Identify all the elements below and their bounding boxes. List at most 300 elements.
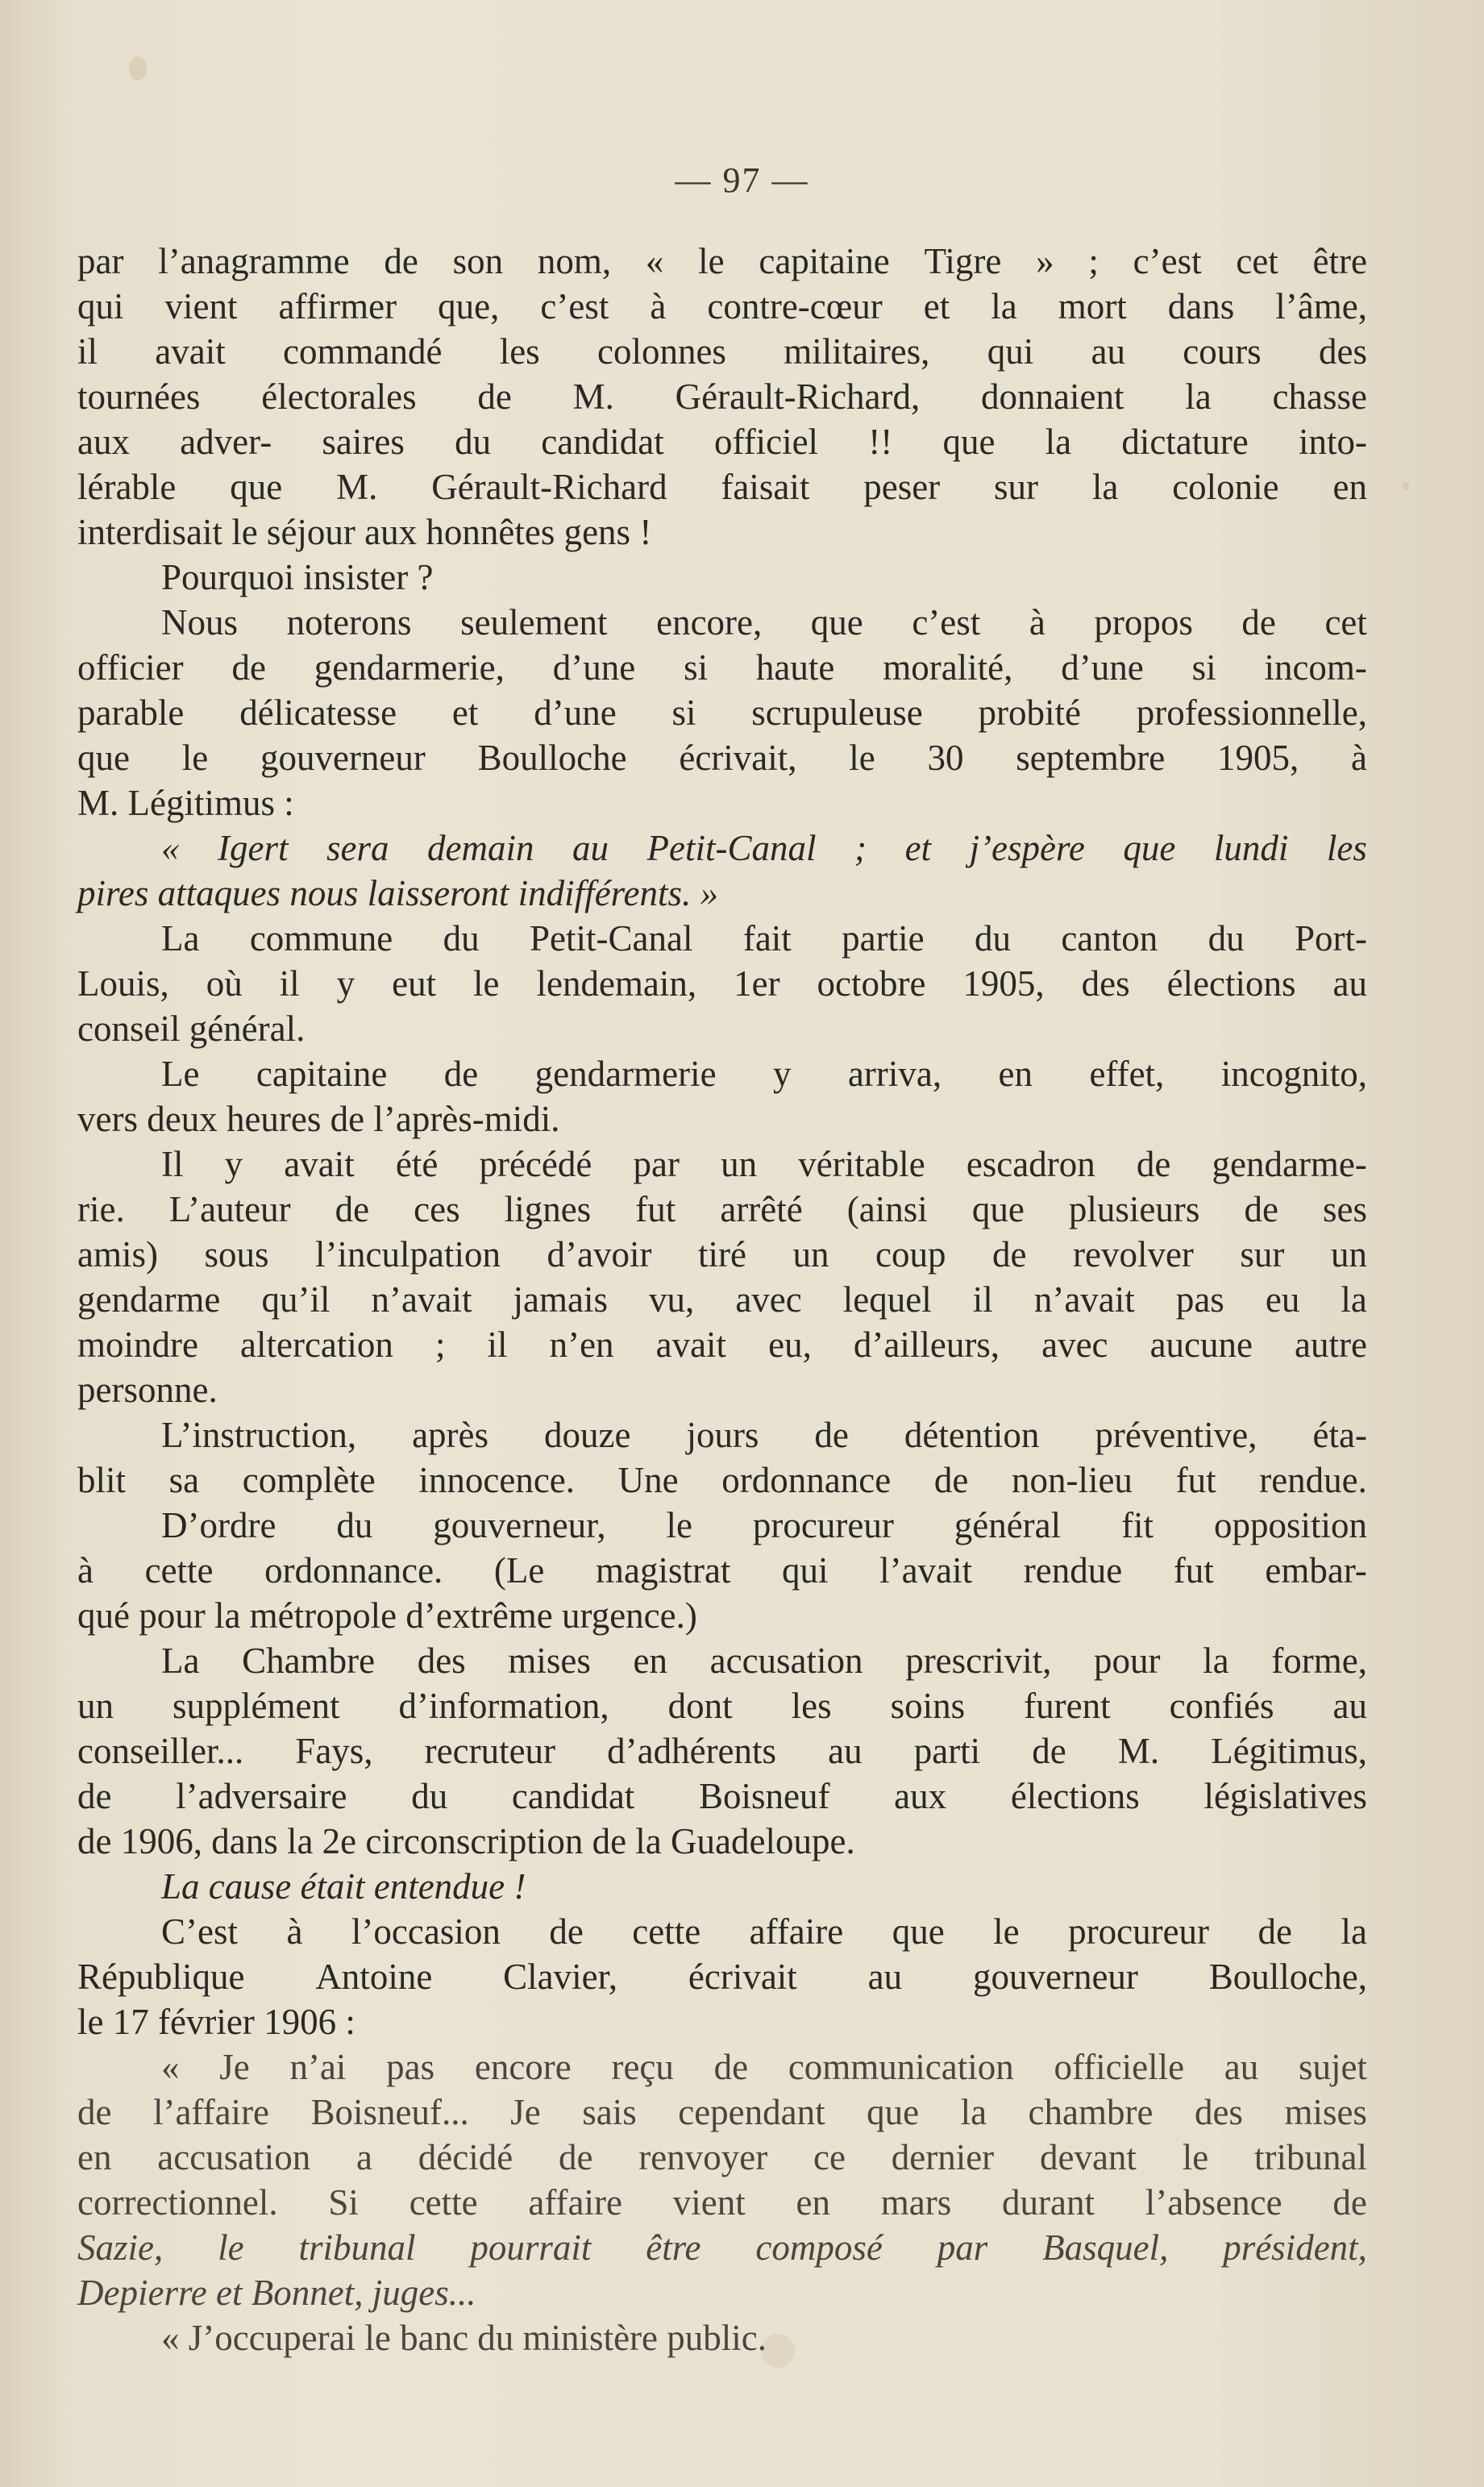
word: en xyxy=(796,2182,830,2223)
text-line xyxy=(77,2090,1367,2135)
word: tribunal xyxy=(1254,2137,1367,2177)
word: gendarmerie xyxy=(534,1054,717,1094)
word: opposition xyxy=(1213,1505,1367,1545)
text-line xyxy=(77,2180,1367,2225)
word: que xyxy=(1123,828,1176,868)
word: du xyxy=(974,918,1011,959)
word: gouverneur xyxy=(972,1957,1138,1997)
word: septembre xyxy=(1016,738,1166,778)
word: affaire xyxy=(749,1911,844,1952)
word: fit xyxy=(1121,1505,1154,1545)
word: à xyxy=(286,1911,303,1952)
word: électorales xyxy=(261,376,417,417)
word: non-lieu xyxy=(1011,1460,1133,1500)
text-line xyxy=(77,2225,1367,2270)
word: qu’il xyxy=(261,1279,330,1320)
word: partie xyxy=(842,918,925,959)
word: eu, xyxy=(768,1325,812,1365)
word: cette xyxy=(632,1911,701,1952)
word: pas xyxy=(386,2047,435,2087)
word: par xyxy=(633,1144,680,1184)
word: ; xyxy=(434,1325,446,1365)
word: colonie xyxy=(1172,467,1279,507)
word: pourrait xyxy=(470,2227,592,2268)
word: lendemain, xyxy=(536,963,697,1004)
word: D’ordre xyxy=(161,1505,276,1545)
text-line: Pourquoi insister ? xyxy=(161,557,434,597)
word: M. xyxy=(1117,1731,1160,1771)
word: sur xyxy=(1240,1234,1285,1275)
text-line xyxy=(77,2135,1367,2180)
text-line: le 17 février 1906 : xyxy=(77,2002,355,2042)
word: officielle xyxy=(1054,2047,1185,2087)
word: de xyxy=(1244,1189,1278,1229)
word: le xyxy=(473,963,500,1004)
word: noterons xyxy=(286,602,412,643)
word: en xyxy=(998,1054,1033,1094)
word: des xyxy=(1318,331,1367,372)
word: « xyxy=(645,241,664,281)
text-line xyxy=(77,1458,1367,1503)
word: capitaine xyxy=(759,241,890,281)
word: seulement xyxy=(460,602,608,643)
word: complète xyxy=(242,1460,376,1500)
text-line xyxy=(77,329,1367,374)
word: coup xyxy=(875,1234,946,1275)
word: il xyxy=(972,1279,993,1320)
word: amis) xyxy=(77,1234,158,1275)
word: vu, xyxy=(649,1279,695,1320)
text-line xyxy=(77,1774,1367,1819)
text-line xyxy=(77,1277,1367,1322)
word: donnaient xyxy=(981,376,1124,417)
word: Boisneuf... xyxy=(310,2092,469,2132)
word: Antoine xyxy=(315,1957,433,1997)
word: général xyxy=(954,1505,1062,1545)
word: parti xyxy=(913,1731,981,1771)
word: haute xyxy=(755,647,835,688)
word: Sazie, xyxy=(77,2227,164,2268)
text-line xyxy=(77,645,1367,690)
text-line: pires attaques nous laisseront indifférents. » xyxy=(77,873,718,913)
page-number: — 97 — xyxy=(675,160,809,200)
word: contre-cœur xyxy=(707,286,883,326)
word: si xyxy=(1191,647,1216,688)
word: le xyxy=(181,738,209,778)
word: communication xyxy=(788,2047,1014,2087)
text-line xyxy=(77,284,1367,329)
word: été xyxy=(395,1144,439,1184)
word: élections xyxy=(1166,963,1296,1004)
word: encore xyxy=(474,2047,572,2087)
word: dernier xyxy=(891,2137,995,2177)
word: sera xyxy=(326,828,389,868)
word: la xyxy=(991,286,1017,326)
word: ordonnance. xyxy=(264,1550,443,1591)
word: cette xyxy=(409,2182,478,2223)
word: qui xyxy=(77,286,124,326)
text-line: Depierre et Bonnet, juges... xyxy=(77,2273,476,2313)
word: et xyxy=(923,286,950,326)
word: au xyxy=(1224,2047,1259,2087)
word: à xyxy=(77,1550,94,1591)
word: dont xyxy=(667,1686,733,1726)
text-line xyxy=(77,1728,1367,1774)
word: de xyxy=(1032,1731,1066,1771)
word: que xyxy=(77,738,130,778)
word: saires xyxy=(322,422,405,462)
word: M. xyxy=(572,376,614,417)
word: un xyxy=(1330,1234,1367,1275)
text-line xyxy=(77,600,1367,645)
word: moralité, xyxy=(883,647,1013,688)
word: L’auteur xyxy=(168,1189,291,1229)
word: République xyxy=(77,1957,245,1997)
word: écrivait, xyxy=(679,738,797,778)
word: innocence. xyxy=(418,1460,576,1500)
text-line: de 1906, dans la 2e circonscription de la Guadeloupe. xyxy=(77,1821,855,1861)
word: a xyxy=(356,2137,372,2177)
word: que, xyxy=(438,286,500,326)
word: y xyxy=(224,1144,243,1184)
word: le xyxy=(666,1505,693,1545)
body-text xyxy=(77,239,1367,2360)
paper-stain xyxy=(1403,482,1409,490)
word: les xyxy=(499,331,540,372)
word: Nous xyxy=(161,602,239,643)
word: soins xyxy=(890,1686,966,1726)
word: que xyxy=(971,1189,1025,1229)
text-line xyxy=(77,1322,1367,1367)
word: la xyxy=(960,2092,987,2132)
word: son xyxy=(452,241,504,281)
word: avec xyxy=(1041,1325,1108,1365)
word: vient xyxy=(164,286,238,326)
word: gendarmerie, xyxy=(314,647,505,688)
word: que xyxy=(810,602,863,643)
word: et xyxy=(904,828,932,868)
word: lignes xyxy=(504,1189,592,1229)
word: de xyxy=(384,241,418,281)
word: que xyxy=(892,1911,945,1952)
word: adver- xyxy=(180,422,272,462)
word: ces xyxy=(414,1189,460,1229)
word: jours xyxy=(686,1415,759,1455)
word: n’avait xyxy=(371,1279,472,1320)
word: chambre xyxy=(1028,2092,1154,2132)
word: cependant xyxy=(678,2092,825,2132)
word: arriva, xyxy=(847,1054,942,1094)
word: prescrivit, xyxy=(905,1641,1052,1681)
word: du xyxy=(411,1776,448,1816)
word: que xyxy=(867,2092,920,2132)
word: accusation xyxy=(709,1641,863,1681)
word: blit xyxy=(77,1460,127,1500)
word: ; xyxy=(854,828,867,868)
word: de xyxy=(814,1415,849,1455)
word: du xyxy=(455,422,492,462)
word: L’instruction, xyxy=(161,1415,357,1455)
word: en xyxy=(633,1641,667,1681)
word: sais xyxy=(582,2092,637,2132)
word: avait xyxy=(284,1144,355,1184)
word: l’occasion xyxy=(351,1911,501,1952)
word: candidat xyxy=(541,422,664,462)
word: de xyxy=(1332,2182,1367,2223)
word: encore, xyxy=(656,602,763,643)
word: lérable xyxy=(77,467,177,507)
word: incognito, xyxy=(1220,1054,1367,1094)
word: 1905, xyxy=(962,963,1045,1004)
word: eut xyxy=(392,963,437,1004)
word: un xyxy=(77,1686,114,1726)
word: le xyxy=(218,2227,244,2268)
word: y xyxy=(336,963,355,1004)
word: Il xyxy=(161,1144,184,1184)
word: les xyxy=(1326,828,1367,868)
text-line: vers deux heures de l’après-midi. xyxy=(77,1099,560,1139)
word: furent xyxy=(1024,1686,1111,1726)
text-line xyxy=(77,690,1367,735)
word: Port- xyxy=(1294,918,1367,959)
word: rendue xyxy=(1023,1550,1123,1591)
word: ses xyxy=(1323,1189,1367,1229)
word: rie. xyxy=(77,1189,125,1229)
word: jamais xyxy=(513,1279,608,1320)
word: la xyxy=(1091,467,1119,507)
word: M. xyxy=(336,467,378,507)
word: Je xyxy=(219,2047,250,2087)
word: lundi xyxy=(1213,828,1289,868)
word: confiés xyxy=(1169,1686,1274,1726)
word: l’affaire xyxy=(152,2092,270,2132)
word: candidat xyxy=(511,1776,635,1816)
word: La xyxy=(161,918,200,959)
word: devant xyxy=(1039,2137,1137,2177)
word: le xyxy=(1182,2137,1209,2177)
word: de xyxy=(77,2092,112,2132)
word: Clavier, xyxy=(503,1957,618,1997)
word: sur xyxy=(994,467,1039,507)
word: gouverneur xyxy=(260,738,426,778)
word: la xyxy=(1341,1911,1367,1952)
word: C’est xyxy=(161,1911,238,1952)
text-line xyxy=(77,419,1367,464)
word: au xyxy=(1091,331,1125,372)
word: Boisneuf xyxy=(698,1776,830,1816)
word: Tigre xyxy=(924,241,1002,281)
word: l’adversaire xyxy=(176,1776,347,1816)
word: magistrat xyxy=(595,1550,731,1591)
word: de xyxy=(477,376,512,417)
word: c’est xyxy=(912,602,981,643)
word: fait xyxy=(742,918,792,959)
word: Le xyxy=(161,1054,200,1094)
word: des xyxy=(417,1641,466,1681)
word: recruteur xyxy=(424,1731,556,1771)
text-line xyxy=(77,1503,1367,1548)
word: colonnes xyxy=(597,331,726,372)
word: officiel xyxy=(713,422,819,462)
text-line: interdisait le séjour aux honnêtes gens ! xyxy=(77,512,652,552)
word: n’avait xyxy=(1033,1279,1135,1320)
word: eu xyxy=(1265,1279,1300,1320)
word: au xyxy=(1332,1686,1367,1726)
word: (Le xyxy=(493,1550,545,1591)
word: au xyxy=(1332,963,1367,1004)
word: d’ailleurs, xyxy=(853,1325,1000,1365)
word: gendarme- xyxy=(1212,1144,1367,1184)
word: La xyxy=(161,1641,200,1681)
word: être xyxy=(646,2227,701,2268)
word: n’ai xyxy=(289,2047,347,2087)
word: chasse xyxy=(1272,376,1367,417)
word: sujet xyxy=(1299,2047,1367,2087)
word: que xyxy=(942,422,996,462)
word: précédé xyxy=(479,1144,592,1184)
word: tournées xyxy=(77,376,201,417)
word: scrupuleuse xyxy=(751,692,923,733)
word: lequel xyxy=(842,1279,932,1320)
word: avait xyxy=(655,1325,727,1365)
word: des xyxy=(1194,2092,1243,2132)
word: escadron xyxy=(966,1144,1095,1184)
word: le xyxy=(993,1911,1020,1952)
word: il xyxy=(279,963,300,1004)
word: l’inculpation xyxy=(315,1234,501,1275)
word: au xyxy=(572,828,609,868)
word: durant xyxy=(1001,2182,1095,2223)
text-line xyxy=(77,916,1367,961)
text-line xyxy=(77,1412,1367,1458)
word: dans xyxy=(1167,286,1235,326)
text-line xyxy=(77,2044,1367,2090)
text-line xyxy=(77,1954,1367,1999)
word: en xyxy=(1332,467,1367,507)
word: de xyxy=(713,2047,749,2087)
word: de xyxy=(77,1776,112,1816)
word: demain xyxy=(427,828,534,868)
word: Gérault-Richard, xyxy=(675,376,921,417)
word: sa xyxy=(168,1460,200,1500)
word: la xyxy=(1185,376,1212,417)
word: Basquel, xyxy=(1042,2227,1169,2268)
word: Je xyxy=(510,2092,541,2132)
word: que xyxy=(230,467,283,507)
text-line: M. Légitimus : xyxy=(77,783,294,823)
word: parable xyxy=(77,692,185,733)
word: préventive, xyxy=(1095,1415,1257,1455)
word: Petit-Canal xyxy=(646,828,817,868)
word: par xyxy=(937,2227,988,2268)
word: à xyxy=(1350,738,1367,778)
word: le xyxy=(698,241,725,281)
text-line: qué pour la métropole d’extrême urgence.) xyxy=(77,1595,697,1636)
text-line xyxy=(77,826,1367,871)
text-line xyxy=(77,239,1367,284)
word: ordonnance xyxy=(721,1460,892,1500)
word: avec xyxy=(735,1279,802,1320)
word: fut xyxy=(1173,1550,1214,1591)
word: supplément xyxy=(172,1686,340,1726)
word: de xyxy=(933,1460,969,1500)
word: cours xyxy=(1183,331,1262,372)
word: un xyxy=(792,1234,829,1275)
word: autre xyxy=(1295,1325,1367,1365)
word: cet xyxy=(1236,241,1278,281)
word: procureur xyxy=(752,1505,894,1545)
word: élections xyxy=(1010,1776,1140,1816)
word: effet, xyxy=(1089,1054,1165,1094)
word: commandé xyxy=(283,331,443,372)
word: de xyxy=(1241,602,1276,643)
word: » xyxy=(1036,241,1054,281)
word: fut xyxy=(635,1189,676,1229)
word: tiré xyxy=(697,1234,746,1275)
word: Boulloche xyxy=(477,738,627,778)
word: d’une xyxy=(534,692,617,733)
word: « xyxy=(161,828,180,868)
word: incom- xyxy=(1264,647,1367,688)
word: dictature xyxy=(1121,422,1249,462)
word: l’anagramme xyxy=(158,241,350,281)
word: correctionnel. xyxy=(77,2182,278,2223)
word: Chambre xyxy=(242,1641,376,1681)
word: d’une xyxy=(552,647,636,688)
word: n’en xyxy=(549,1325,614,1365)
word: à xyxy=(650,286,667,326)
word: au xyxy=(828,1731,863,1771)
word: Petit-Canal xyxy=(530,918,693,959)
word: gouverneur, xyxy=(433,1505,606,1545)
word: renvoyer xyxy=(638,2137,768,2177)
word: forme, xyxy=(1271,1641,1367,1681)
word: avait xyxy=(155,331,226,372)
word: aucune xyxy=(1149,1325,1253,1365)
word: de xyxy=(443,1054,479,1094)
word: altercation xyxy=(240,1325,393,1365)
word: pour xyxy=(1094,1641,1161,1681)
text-line xyxy=(77,1142,1367,1187)
word: du xyxy=(443,918,480,959)
text-line xyxy=(77,961,1367,1006)
word: affaire xyxy=(528,2182,622,2223)
word: 1er xyxy=(734,963,780,1004)
word: mort xyxy=(1058,286,1127,326)
word: militaires, xyxy=(784,331,930,372)
word: du xyxy=(1208,918,1245,959)
word: ; xyxy=(1088,241,1099,281)
word: les xyxy=(791,1686,832,1726)
text-line xyxy=(77,1548,1367,1593)
word: pas xyxy=(1175,1279,1224,1320)
word: (ainsi xyxy=(846,1189,928,1229)
word: il xyxy=(77,331,98,372)
word: professionnelle, xyxy=(1136,692,1367,733)
word: arrêté xyxy=(720,1189,803,1229)
word: président, xyxy=(1223,2227,1367,2268)
word: mises xyxy=(1284,2092,1367,2132)
word: de xyxy=(231,647,266,688)
word: 30 xyxy=(927,738,964,778)
text-line xyxy=(77,374,1367,419)
word: sous xyxy=(204,1234,269,1275)
word: après xyxy=(412,1415,489,1455)
word: peser xyxy=(863,467,941,507)
word: l’avait xyxy=(879,1550,973,1591)
word: c’est xyxy=(540,286,609,326)
word: into- xyxy=(1298,422,1367,462)
